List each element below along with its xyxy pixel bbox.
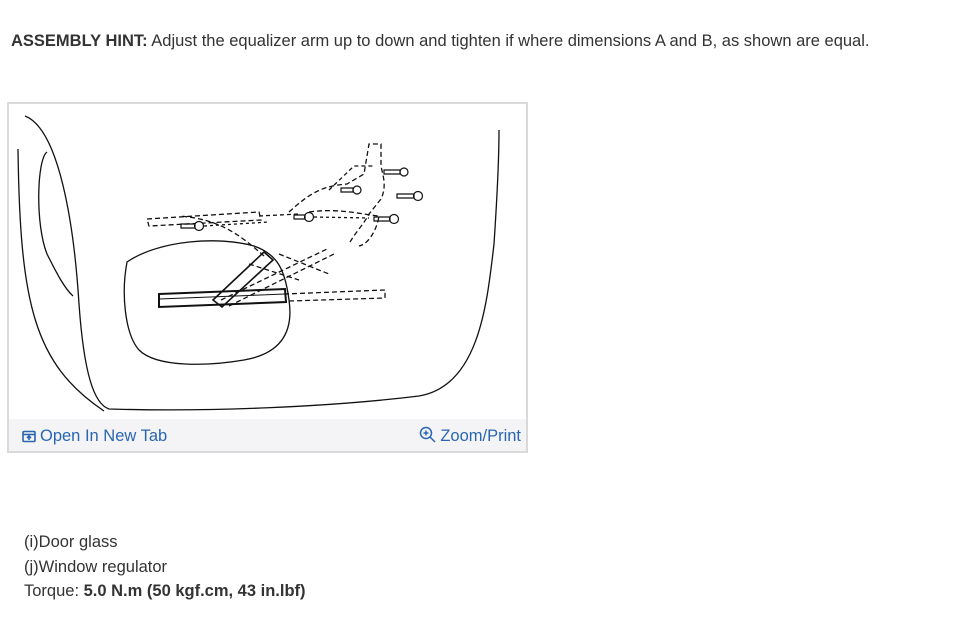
assembly-hint <box>11 31 869 51</box>
bolt-3 <box>341 186 361 194</box>
figure-legend <box>24 530 306 604</box>
open-in-new-tab-link[interactable] <box>22 426 167 448</box>
regulator-arm-main <box>213 252 273 307</box>
zoom-print-link[interactable] <box>419 426 521 448</box>
torque-value: 5.0 N.m (50 kgf.cm, 43 in.lbf) <box>83 582 306 600</box>
regulator-frame <box>289 144 384 244</box>
open-new-tab-icon <box>22 428 36 448</box>
open-in-new-tab-label: Open In New Tab <box>40 427 168 445</box>
door-inner-outline <box>39 152 73 296</box>
upper-rail <box>147 212 261 226</box>
figure-footer <box>9 419 526 451</box>
bolt-2 <box>397 192 423 201</box>
assembly-hint-text: Adjust the equalizer arm up to down and tighten if where dimensions A and B, as shown are equal. <box>147 32 870 50</box>
legend-item-window-regulator: (j)Window regulator <box>24 557 168 576</box>
zoom-print-label: Zoom/Print <box>440 427 521 445</box>
door-regulator-drawing <box>9 104 526 419</box>
torque-spec <box>24 579 306 604</box>
door-outer-outline <box>25 116 499 410</box>
assembly-hint-label: ASSEMBLY HINT: <box>11 32 148 50</box>
legend-item-door-glass: (i)Door glass <box>24 533 118 551</box>
figure-container <box>7 102 528 453</box>
bolt-1 <box>384 168 408 176</box>
torque-label: Torque: <box>24 582 84 600</box>
zoom-in-icon <box>419 426 436 448</box>
bolt-6 <box>181 222 204 231</box>
